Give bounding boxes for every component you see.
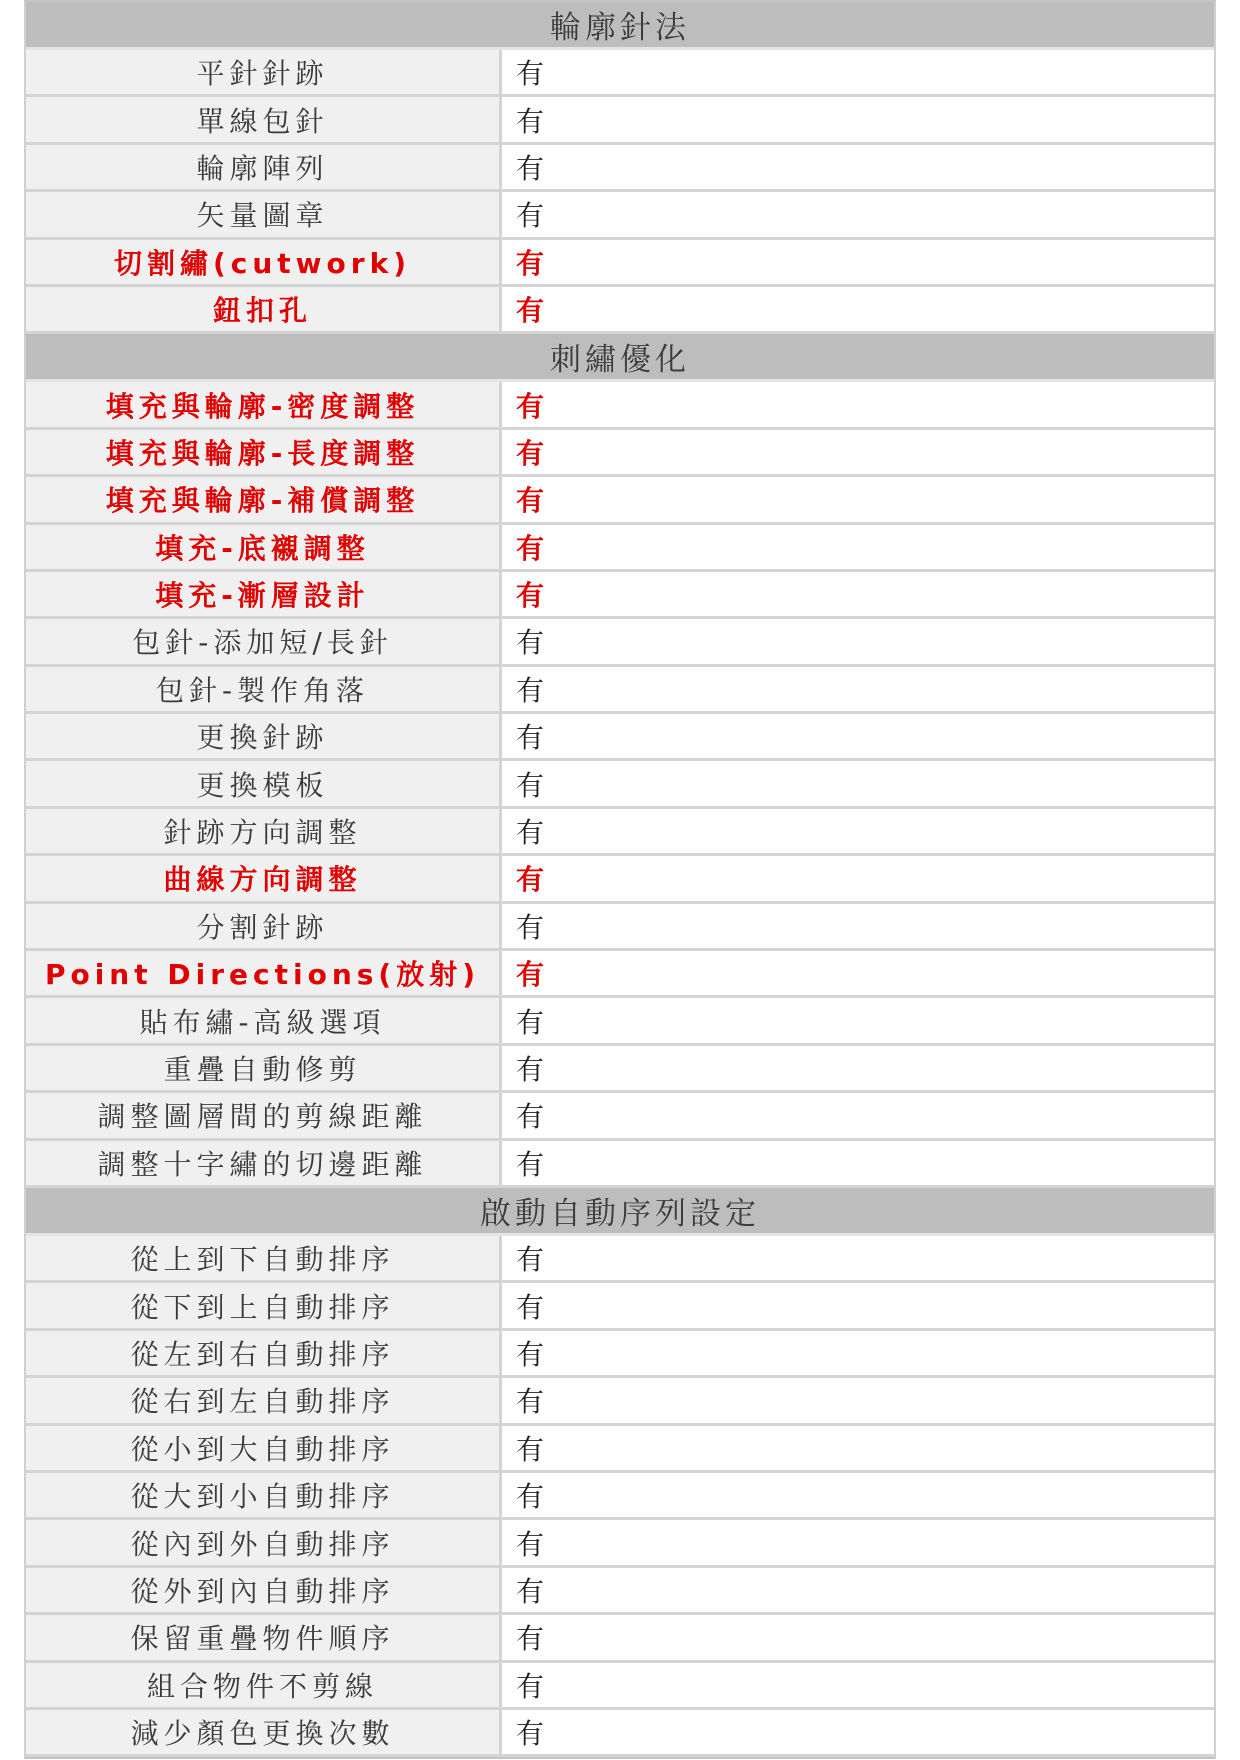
table-row xyxy=(26,619,1214,666)
table-row xyxy=(26,1710,1214,1757)
feature-label: 包針-製作角落 xyxy=(26,667,502,711)
feature-label: 分割針跡 xyxy=(26,904,502,948)
feature-label: 從外到內自動排序 xyxy=(26,1568,502,1612)
table-row xyxy=(26,1615,1214,1662)
feature-label: 平針針跡 xyxy=(26,50,502,94)
table-row xyxy=(26,287,1214,334)
feature-label: 輪廓陣列 xyxy=(26,145,502,189)
table-row xyxy=(26,240,1214,287)
table-row xyxy=(26,1141,1214,1188)
feature-value: 有 xyxy=(502,809,1214,853)
feature-label: 針跡方向調整 xyxy=(26,809,502,853)
feature-value: 有 xyxy=(502,951,1214,995)
table-row xyxy=(26,667,1214,714)
feature-value: 有 xyxy=(502,1378,1214,1422)
feature-label: 填充與輪廓-補償調整 xyxy=(26,477,502,521)
table-row xyxy=(26,1426,1214,1473)
feature-value: 有 xyxy=(502,1331,1214,1375)
feature-value: 有 xyxy=(502,1236,1214,1280)
feature-label: 包針-添加短/長針 xyxy=(26,619,502,663)
feature-label: 調整圖層間的剪線距離 xyxy=(26,1093,502,1137)
feature-value: 有 xyxy=(502,145,1214,189)
feature-value: 有 xyxy=(502,1093,1214,1137)
table-row xyxy=(26,951,1214,998)
feature-label: 從大到小自動排序 xyxy=(26,1473,502,1517)
table-row xyxy=(26,1378,1214,1425)
feature-label: 重疊自動修剪 xyxy=(26,1046,502,1090)
table-row xyxy=(26,145,1214,192)
feature-value: 有 xyxy=(502,1473,1214,1517)
feature-label: 填充與輪廓-長度調整 xyxy=(26,430,502,474)
feature-value: 有 xyxy=(502,1663,1214,1707)
feature-table xyxy=(24,0,1216,1759)
feature-label: 曲線方向調整 xyxy=(26,856,502,900)
feature-value: 有 xyxy=(502,761,1214,805)
table-row xyxy=(26,1473,1214,1520)
feature-value: 有 xyxy=(502,1520,1214,1564)
feature-label: Point Directions(放射) xyxy=(26,951,502,995)
table-row xyxy=(26,477,1214,524)
table-row xyxy=(26,382,1214,429)
table-row xyxy=(26,714,1214,761)
feature-value: 有 xyxy=(502,382,1214,426)
feature-value: 有 xyxy=(502,714,1214,758)
table-row xyxy=(26,1568,1214,1615)
section-header: 啟動自動序列設定 xyxy=(26,1188,1214,1236)
feature-label: 從右到左自動排序 xyxy=(26,1378,502,1422)
feature-value: 有 xyxy=(502,430,1214,474)
feature-label: 填充-底襯調整 xyxy=(26,525,502,569)
table-row xyxy=(26,572,1214,619)
feature-value: 有 xyxy=(502,287,1214,331)
feature-value: 有 xyxy=(502,477,1214,521)
feature-value: 有 xyxy=(502,619,1214,663)
feature-label: 填充與輪廓-密度調整 xyxy=(26,382,502,426)
feature-label: 鈕扣孔 xyxy=(26,287,502,331)
feature-label: 調整十字繡的切邊距離 xyxy=(26,1141,502,1185)
feature-value: 有 xyxy=(502,856,1214,900)
feature-value: 有 xyxy=(502,667,1214,711)
feature-value: 有 xyxy=(502,1141,1214,1185)
feature-value: 有 xyxy=(502,97,1214,141)
feature-label: 從上到下自動排序 xyxy=(26,1236,502,1280)
feature-value: 有 xyxy=(502,192,1214,236)
feature-label: 從內到外自動排序 xyxy=(26,1520,502,1564)
table-row xyxy=(26,525,1214,572)
table-row xyxy=(26,1283,1214,1330)
table-row xyxy=(26,1093,1214,1140)
feature-value: 有 xyxy=(502,240,1214,284)
table-row xyxy=(26,1046,1214,1093)
feature-value: 有 xyxy=(502,1046,1214,1090)
feature-label: 從小到大自動排序 xyxy=(26,1426,502,1470)
feature-label: 從下到上自動排序 xyxy=(26,1283,502,1327)
table-row xyxy=(26,1331,1214,1378)
table-row xyxy=(26,856,1214,903)
table-row xyxy=(26,809,1214,856)
table-row xyxy=(26,998,1214,1045)
feature-value: 有 xyxy=(502,904,1214,948)
table-row xyxy=(26,1663,1214,1710)
feature-label: 保留重疊物件順序 xyxy=(26,1615,502,1659)
feature-value: 有 xyxy=(502,1710,1214,1754)
feature-label: 減少顏色更換次數 xyxy=(26,1710,502,1754)
feature-value: 有 xyxy=(502,1568,1214,1612)
feature-label: 貼布繡-高級選項 xyxy=(26,998,502,1042)
table-row xyxy=(26,1520,1214,1567)
feature-label: 更換模板 xyxy=(26,761,502,805)
feature-label: 更換針跡 xyxy=(26,714,502,758)
section-header: 輪廓針法 xyxy=(26,2,1214,50)
feature-label: 矢量圖章 xyxy=(26,192,502,236)
table-row xyxy=(26,430,1214,477)
feature-value: 有 xyxy=(502,525,1214,569)
feature-label: 單線包針 xyxy=(26,97,502,141)
feature-value: 有 xyxy=(502,1615,1214,1659)
table-row xyxy=(26,761,1214,808)
table-row xyxy=(26,192,1214,239)
feature-value: 有 xyxy=(502,572,1214,616)
table-row xyxy=(26,50,1214,97)
table-row xyxy=(26,1236,1214,1283)
feature-value: 有 xyxy=(502,50,1214,94)
table-row xyxy=(26,97,1214,144)
feature-label: 切割繡(cutwork) xyxy=(26,240,502,284)
section-header: 刺繡優化 xyxy=(26,334,1214,382)
feature-value: 有 xyxy=(502,1426,1214,1470)
feature-value: 有 xyxy=(502,1283,1214,1327)
feature-value: 有 xyxy=(502,998,1214,1042)
feature-label: 從左到右自動排序 xyxy=(26,1331,502,1375)
feature-label: 組合物件不剪線 xyxy=(26,1663,502,1707)
feature-label: 填充-漸層設計 xyxy=(26,572,502,616)
table-row xyxy=(26,904,1214,951)
